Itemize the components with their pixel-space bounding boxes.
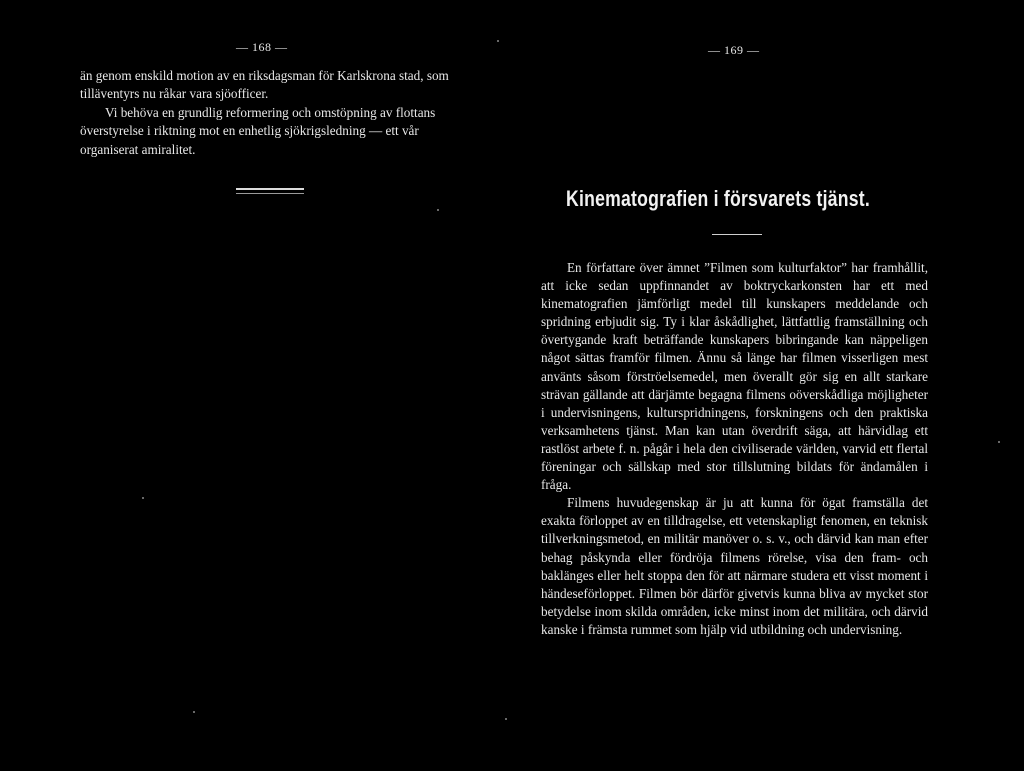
article-heading: Kinematografien i försvarets tjänst.	[566, 186, 871, 211]
scan-speck	[193, 711, 195, 713]
article-paragraph-1: En författare över ämnet ”Filmen som kulturfaktor” har framhållit, att icke sedan uppfinnandet av boktryckarkonsten har ett med kinematografien jämförligt medel till kunskapers meddelande och spridning erbjudit sig. Ty i klar åskådlighet, lättfattlig framställning och övertygande kraft beträffande kunskapers bibringande kan näppeligen något sättas framför filmen. Ännu så länge har filmen visserligen mest använts såsom förströelsemedel, men överallt gör sig en allt starkare strävan gällande att därjämte begagna filmens oöverskådliga möjligheter i undervisningens, kulturspridningens, forskningens och den praktiska verksamhetens tjänst. Man kan utan överdrift säga, att härvidlag ett rastlöst arbete f. n. pågår i hela den civiliserade världen, varvid ett flertal föreningar och sällskap med stor tillslutning bildats för ändamålen i fråga.	[541, 260, 928, 493]
article-paragraph-2: Filmens huvudegenskap är ju att kunna för ögat framställa det exakta förloppet av en tilldragelse, ett vetenskapligt fenomen, en teknisk tillverkningsmetod, en militär manöver o. s. v., och därvid kan man efter behag påskynda eller fördröja filmens rörelse, visa den fram- och baklänges eller helt stoppa den för att närmare studera ett visst moment i händeseförloppet. Filmen bör därför givetvis kunna bliva av mycket stor betydelse inom skilda områden, icke minst inom det militära, och därvid kanske i främsta rummet som hjälp vid utbildning och undervisning.	[541, 495, 928, 637]
scan-speck	[998, 441, 1000, 443]
section-divider-rule	[236, 188, 304, 190]
scan-speck	[142, 497, 144, 499]
heading-divider-rule	[712, 234, 762, 235]
left-paragraph-1: än genom enskild motion av en riksdagsman för Karlskrona stad, som tilläventyrs nu råkar vara sjöofficer.	[80, 68, 449, 102]
scan-speck	[437, 209, 439, 211]
page-number-left: — 168 —	[236, 40, 288, 54]
scan-speck	[497, 40, 499, 42]
left-paragraph-2: Vi behöva en grundlig reformering och omstöpning av flottans överstyrelse i riktning mot en enhetlig sjökrigsledning — ett vår organiserat amiralitet.	[80, 104, 436, 157]
page-number-right: — 169 —	[708, 43, 760, 57]
scan-speck	[505, 718, 507, 720]
left-page-text	[80, 67, 480, 159]
article-body	[541, 259, 928, 639]
